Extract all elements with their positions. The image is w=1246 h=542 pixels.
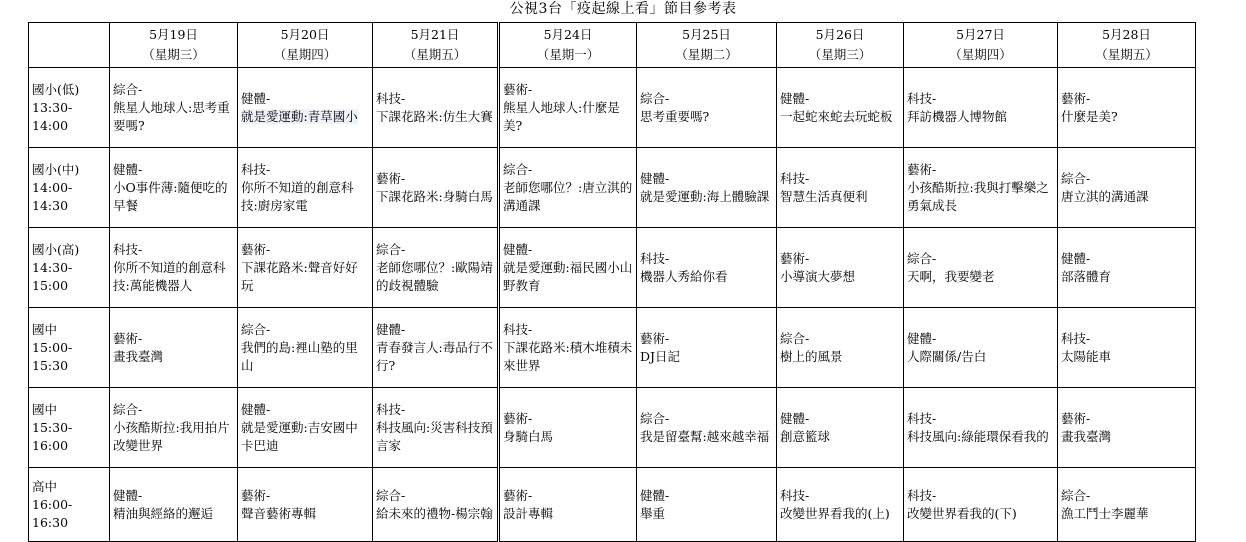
program-title: 你所不知道的創意科技:廚房家電 — [241, 179, 354, 213]
time-slot-cell — [29, 228, 110, 308]
program-title: 我們的島:裡山塾的里山 — [241, 339, 358, 373]
program-title: 熊星人地球人:思考重要嗎? — [113, 99, 230, 133]
time-slot-cell — [29, 468, 110, 542]
table-row — [29, 388, 1196, 468]
day-header: 5月28日 （星期五） — [1058, 23, 1196, 68]
program-cell — [499, 308, 637, 388]
program-cell — [499, 68, 637, 148]
table-row — [29, 68, 1196, 148]
program-cell — [499, 148, 637, 228]
program-title: 小O事件薄:隨便吃的早餐 — [113, 179, 228, 213]
program-category: 科技- — [503, 321, 533, 337]
program-title: 你所不知道的創意科技:萬能機器人 — [113, 259, 226, 293]
program-category: 科技- — [241, 161, 271, 177]
program-cell — [777, 228, 904, 308]
program-title: 科技風向:災害科技預言家 — [376, 419, 493, 453]
program-title: 漁工鬥士李麗華 — [1061, 505, 1149, 521]
program-cell — [1058, 68, 1196, 148]
program-category: 藝術- — [503, 410, 533, 426]
program-title: 老師您哪位？:歐陽靖的歧視體驗 — [376, 259, 493, 293]
program-cell — [637, 68, 777, 148]
program-title: 身騎白馬 — [503, 428, 554, 444]
program-category: 科技- — [907, 90, 937, 106]
corner-cell — [29, 23, 110, 68]
program-category: 藝術- — [1061, 410, 1091, 426]
time-slot-cell — [29, 388, 110, 468]
day-header: 5月20日 （星期四） — [238, 23, 373, 68]
program-cell — [637, 308, 777, 388]
program-category: 藝術- — [780, 250, 810, 266]
program-category: 綜合- — [640, 410, 670, 426]
time-slot-level: 國中 — [32, 321, 58, 337]
program-cell — [904, 148, 1058, 228]
program-category: 綜合- — [503, 161, 533, 177]
table-header — [29, 23, 1196, 68]
program-title: 部落體育 — [1061, 268, 1112, 284]
program-category: 健體- — [376, 321, 406, 337]
program-cell — [1058, 468, 1196, 542]
program-category: 科技- — [376, 401, 406, 417]
program-category: 藝術- — [907, 161, 937, 177]
program-category: 科技- — [907, 487, 937, 503]
program-title: 青春發言人:毒品行不行? — [376, 339, 493, 373]
program-cell — [499, 228, 637, 308]
table-row — [29, 148, 1196, 228]
day-header: 5月26日 （星期三） — [777, 23, 904, 68]
program-title: DJ日記 — [640, 348, 681, 364]
program-category: 藝術- — [503, 487, 533, 503]
program-title: 太陽能車 — [1061, 348, 1112, 364]
time-slot-cell — [29, 148, 110, 228]
program-title: 機器人秀給你看 — [640, 268, 728, 284]
program-category: 科技- — [907, 410, 937, 426]
time-slot-end: 15:30 — [32, 357, 69, 373]
time-slot-end: 16:30 — [32, 514, 69, 530]
page-title: 公視3台「疫起線上看」節目參考表 — [509, 1, 737, 17]
program-cell — [499, 388, 637, 468]
program-cell — [373, 228, 499, 308]
program-title: 改變世界看我的(下) — [907, 505, 1017, 521]
program-title: 熊星人地球人:什麼是美? — [503, 99, 620, 133]
program-cell — [238, 68, 373, 148]
program-title: 畫我臺灣 — [1061, 428, 1112, 444]
program-category: 健體- — [113, 161, 143, 177]
program-cell — [238, 148, 373, 228]
program-category: 健體- — [503, 241, 533, 257]
program-title: 小孩酷斯拉:我用拍片改變世界 — [113, 419, 230, 453]
time-slot-end: 14:30 — [32, 197, 69, 213]
day-header: 5月27日 （星期四） — [904, 23, 1058, 68]
table-row — [29, 308, 1196, 388]
program-title: 一起蛇來蛇去玩蛇板 — [780, 108, 893, 124]
program-category: 健體- — [640, 170, 670, 186]
program-cell — [499, 468, 637, 542]
program-cell — [1058, 308, 1196, 388]
program-category: 健體- — [241, 90, 271, 106]
program-title: 下課花路米:身騎白馬 — [376, 188, 493, 204]
program-category: 綜合- — [113, 81, 143, 97]
program-category: 科技- — [780, 170, 810, 186]
time-slot-level: 高中 — [32, 478, 58, 494]
program-title: 就是愛運動:吉安國中卡巴迪 — [241, 419, 358, 453]
program-cell — [637, 228, 777, 308]
program-cell — [777, 148, 904, 228]
program-category: 綜合- — [1061, 487, 1091, 503]
program-cell — [110, 468, 238, 542]
program-category: 健體- — [1061, 250, 1091, 266]
program-title: 就是愛運動:海上體驗課 — [640, 188, 770, 204]
program-cell — [904, 68, 1058, 148]
time-slot-level: 國中 — [32, 401, 58, 417]
program-category: 藝術- — [241, 487, 271, 503]
program-cell — [110, 228, 238, 308]
program-category: 綜合- — [907, 250, 937, 266]
program-cell — [373, 308, 499, 388]
program-category: 科技- — [1061, 330, 1091, 346]
time-slot-cell — [29, 308, 110, 388]
table-body — [29, 68, 1196, 542]
program-category: 健體- — [907, 330, 937, 346]
program-cell — [777, 308, 904, 388]
program-title: 聲音藝術專輯 — [241, 505, 317, 521]
program-title: 改變世界看我的(上) — [780, 505, 890, 521]
program-title: 小孩酷斯拉:我與打擊樂之勇氣成長 — [907, 179, 1049, 213]
program-title: 畫我臺灣 — [113, 348, 164, 364]
program-title: 下課花路米:聲音好好玩 — [241, 259, 358, 293]
program-category: 藝術- — [1061, 90, 1091, 106]
program-cell — [904, 308, 1058, 388]
day-header: 5月25日 （星期二） — [637, 23, 777, 68]
program-title: 設計專輯 — [503, 505, 554, 521]
program-cell — [373, 148, 499, 228]
program-category: 綜合- — [113, 401, 143, 417]
time-slot-start: 13:30- — [32, 99, 73, 115]
program-cell — [110, 68, 238, 148]
program-title: 科技風向:綠能環保看我的 — [907, 428, 1049, 444]
table-row — [29, 468, 1196, 542]
time-slot-end: 15:00 — [32, 277, 69, 293]
program-category: 綜合- — [241, 321, 271, 337]
program-title: 小導演大夢想 — [780, 268, 856, 284]
program-category: 藝術- — [376, 170, 406, 186]
time-slot-start: 15:00- — [32, 339, 73, 355]
program-cell — [373, 388, 499, 468]
time-slot-start: 15:30- — [32, 419, 73, 435]
time-slot-end: 16:00 — [32, 437, 69, 453]
program-title: 我是留臺幫:越來越幸福 — [640, 428, 770, 444]
program-cell — [373, 68, 499, 148]
program-title: 精油與經絡的邂逅 — [113, 505, 214, 521]
program-title: 就是愛運動:青草國小 — [241, 108, 358, 124]
time-slot-level: 國小(中) — [32, 161, 80, 177]
day-header: 5月21日 （星期五） — [373, 23, 499, 68]
program-cell — [373, 468, 499, 542]
program-title: 下課花路米:仿生大賽 — [376, 108, 493, 124]
program-category: 藝術- — [241, 241, 271, 257]
table-row — [29, 228, 1196, 308]
program-category: 藝術- — [640, 330, 670, 346]
program-title: 人際關係/告白 — [907, 348, 987, 364]
program-title: 下課花路米:積木堆積未來世界 — [503, 339, 633, 373]
day-header: 5月24日 （星期一） — [499, 23, 637, 68]
program-category: 健體- — [640, 487, 670, 503]
program-cell — [777, 68, 904, 148]
program-cell — [110, 388, 238, 468]
time-slot-level: 國小(高) — [32, 241, 80, 257]
program-title: 什麼是美? — [1061, 108, 1118, 124]
program-cell — [637, 148, 777, 228]
program-cell — [238, 388, 373, 468]
program-category: 科技- — [780, 487, 810, 503]
schedule-table — [28, 22, 1196, 542]
time-slot-start: 14:30- — [32, 259, 73, 275]
program-category: 藝術- — [113, 330, 143, 346]
time-slot-end: 14:00 — [32, 117, 69, 133]
program-title: 拜訪機器人博物館 — [907, 108, 1008, 124]
program-title: 老師您哪位？:唐立淇的溝通課 — [503, 179, 633, 213]
program-title: 舉重 — [640, 505, 666, 521]
program-category: 健體- — [113, 487, 143, 503]
program-category: 藝術- — [503, 81, 533, 97]
program-category: 健體- — [241, 401, 271, 417]
program-cell — [904, 228, 1058, 308]
program-cell — [904, 468, 1058, 542]
program-category: 綜合- — [1061, 170, 1091, 186]
program-cell — [238, 308, 373, 388]
time-slot-cell — [29, 68, 110, 148]
program-category: 綜合- — [376, 241, 406, 257]
program-title: 思考重要嗎? — [640, 108, 710, 124]
program-cell — [1058, 148, 1196, 228]
program-cell — [1058, 388, 1196, 468]
program-category: 健體- — [780, 410, 810, 426]
day-header: 5月19日 （星期三） — [110, 23, 238, 68]
program-title: 唐立淇的溝通課 — [1061, 188, 1149, 204]
program-category: 綜合- — [780, 330, 810, 346]
program-title: 智慧生活真便利 — [780, 188, 868, 204]
program-cell — [637, 388, 777, 468]
program-title: 樹上的風景 — [780, 348, 843, 364]
program-category: 健體- — [780, 90, 810, 106]
program-cell — [110, 308, 238, 388]
time-slot-start: 14:00- — [32, 179, 73, 195]
program-title: 就是愛運動:福民國小山野教育 — [503, 259, 633, 293]
program-cell — [238, 228, 373, 308]
program-cell — [1058, 228, 1196, 308]
program-category: 科技- — [376, 90, 406, 106]
program-cell — [777, 468, 904, 542]
program-category: 綜合- — [640, 90, 670, 106]
program-cell — [238, 468, 373, 542]
program-cell — [904, 388, 1058, 468]
time-slot-level: 國小(低) — [32, 81, 80, 97]
program-cell — [637, 468, 777, 542]
program-title: 給未來的禮物-楊宗翰 — [376, 505, 493, 521]
program-category: 綜合- — [376, 487, 406, 503]
program-cell — [777, 388, 904, 468]
program-category: 科技- — [640, 250, 670, 266]
program-category: 科技- — [113, 241, 143, 257]
program-title: 創意籃球 — [780, 428, 831, 444]
program-cell — [110, 148, 238, 228]
program-title: 天啊，我要變老 — [907, 268, 995, 284]
time-slot-start: 16:00- — [32, 496, 73, 512]
